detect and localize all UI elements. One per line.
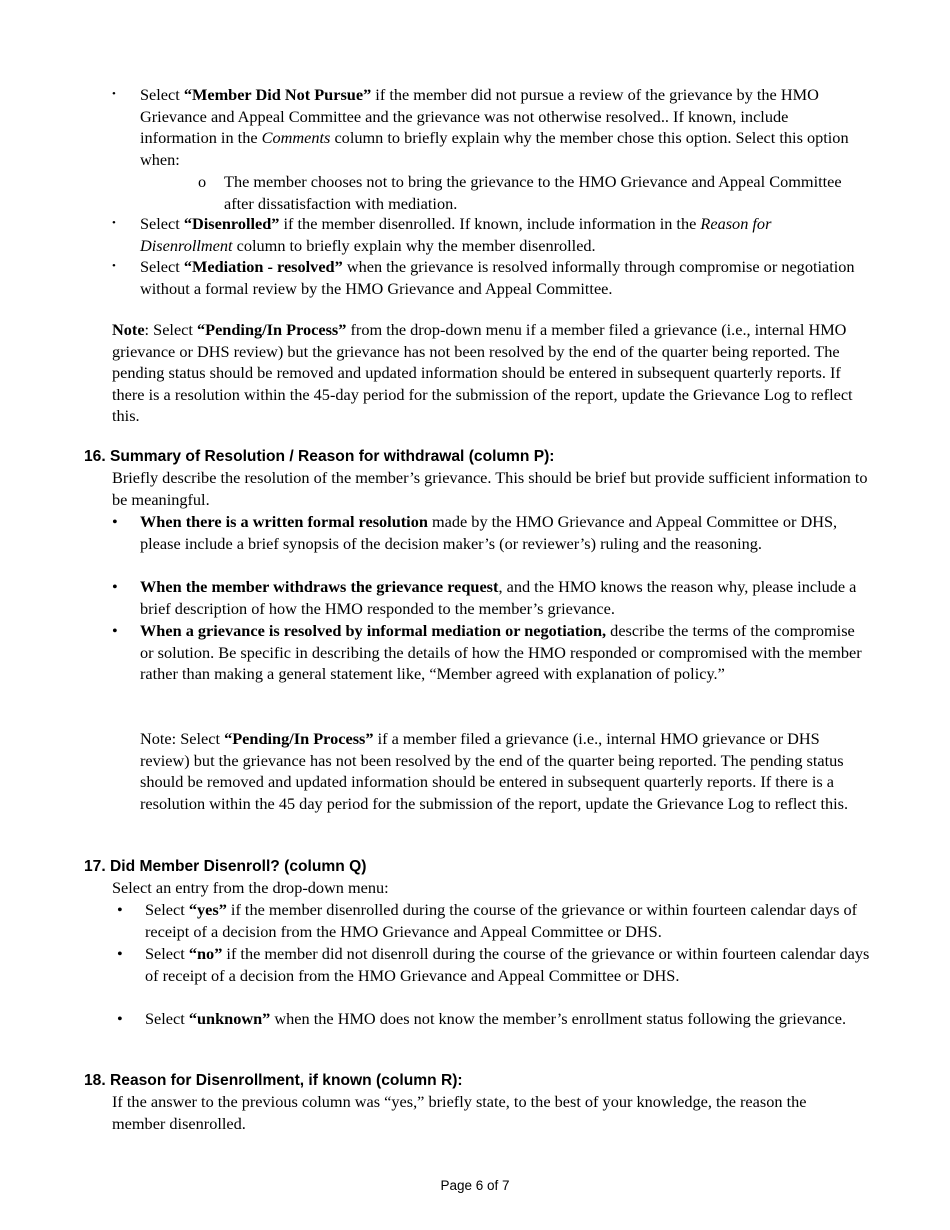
list-item: Select “yes” if the member disenrolled during the course of the grievance or within fourteen calendar days of receipt of a decision from the HMO Grievance and Appeal Committee or DHS. — [145, 900, 858, 941]
section-16-heading: 16. Summary of Resolution / Reason for withdrawal (column P): — [84, 448, 555, 465]
bullet-marker: • — [112, 260, 116, 272]
section-16-intro: Briefly describe the resolution of the member’s grievance. This should be brief but provide sufficient information to be meaningful. — [112, 468, 868, 509]
bullet-marker: • — [112, 88, 116, 100]
bullet-marker: • — [117, 1009, 123, 1028]
section-17-intro: Select an entry from the drop-down menu: — [112, 878, 389, 897]
bullet-marker: • — [112, 621, 118, 640]
section-16-note: Note: Select “Pending/In Process” if a member filed a grievance (i.e., internal HMO grievance or DHS review) but the grievance has not been resolved by the end of the quarter being reported. The pending status should be removed and updated information should be entered in subsequent quarterly reports. If there is a resolution within the 45 day period for the submission of the report, update the Grievance Log to reflect this. — [140, 729, 849, 813]
bullet-marker: • — [112, 512, 118, 531]
list-item: When a grievance is resolved by informal mediation or negotiation, describe the terms of the compromise or solution. Be specific in describing the details of how the HMO responded or compromised with the member rather than making a general statement like, “Member agreed with explanation of policy.” — [140, 621, 862, 684]
list-item: Select “Disenrolled” if the member disenrolled. If known, include information in the Reason for Disenrollment column to briefly explain why the member disenrolled. — [140, 214, 772, 255]
section-18-text: If the answer to the previous column was “yes,” briefly state, to the best of your knowledge, the reason the member disenrolled. — [112, 1092, 807, 1133]
note-paragraph: Note: Select “Pending/In Process” from the drop-down menu if a member filed a grievance (i.e., internal HMO grievance or DHS review) but the grievance has not been resolved by the end of the quarter being reported. The pending status should be removed and updated information should be entered in subsequent quarterly reports. If there is a resolution within the 45-day period for the submission of the report, update the Grievance Log to reflect this. — [112, 320, 853, 426]
section-17-heading: 17. Did Member Disenroll? (column Q) — [84, 858, 367, 875]
bullet-marker: • — [117, 944, 123, 963]
bullet-marker: • — [112, 577, 118, 596]
sub-bullet-marker: o — [198, 172, 207, 191]
list-item: When the member withdraws the grievance request, and the HMO knows the reason why, please include a brief description of how the HMO responded to the member’s grievance. — [140, 577, 857, 618]
bullet-marker: • — [117, 900, 123, 919]
list-item: Select “Mediation - resolved” when the grievance is resolved informally through compromise or negotiation without a formal review by the HMO Grievance and Appeal Committee. — [140, 257, 855, 298]
bullet-marker: • — [112, 217, 116, 229]
list-item: Select “unknown” when the HMO does not know the member’s enrollment status following the grievance. — [145, 1009, 847, 1028]
list-item: When there is a written formal resolution made by the HMO Grievance and Appeal Committee or DHS, please include a brief synopsis of the decision maker’s (or reviewer’s) ruling and the reasoning. — [140, 512, 838, 553]
list-item: Select “no” if the member did not disenroll during the course of the grievance or within fourteen calendar days of receipt of a decision from the HMO Grievance and Appeal Committee or DHS. — [145, 944, 870, 985]
section-18-heading: 18. Reason for Disenrollment, if known (column R): — [84, 1072, 463, 1089]
list-item: Select “Member Did Not Pursue” if the member did not pursue a review of the grievance by the HMO Grievance and Appeal Committee and the grievance was not otherwise resolved.. If known, include information in the Comments column to briefly explain why the member chose this option. Select this option when: — [140, 85, 849, 169]
page-number: Page 6 of 7 — [440, 1178, 510, 1193]
sub-list-item: The member chooses not to bring the grievance to the HMO Grievance and Appeal Committee after dissatisfaction with mediation. — [224, 172, 842, 213]
